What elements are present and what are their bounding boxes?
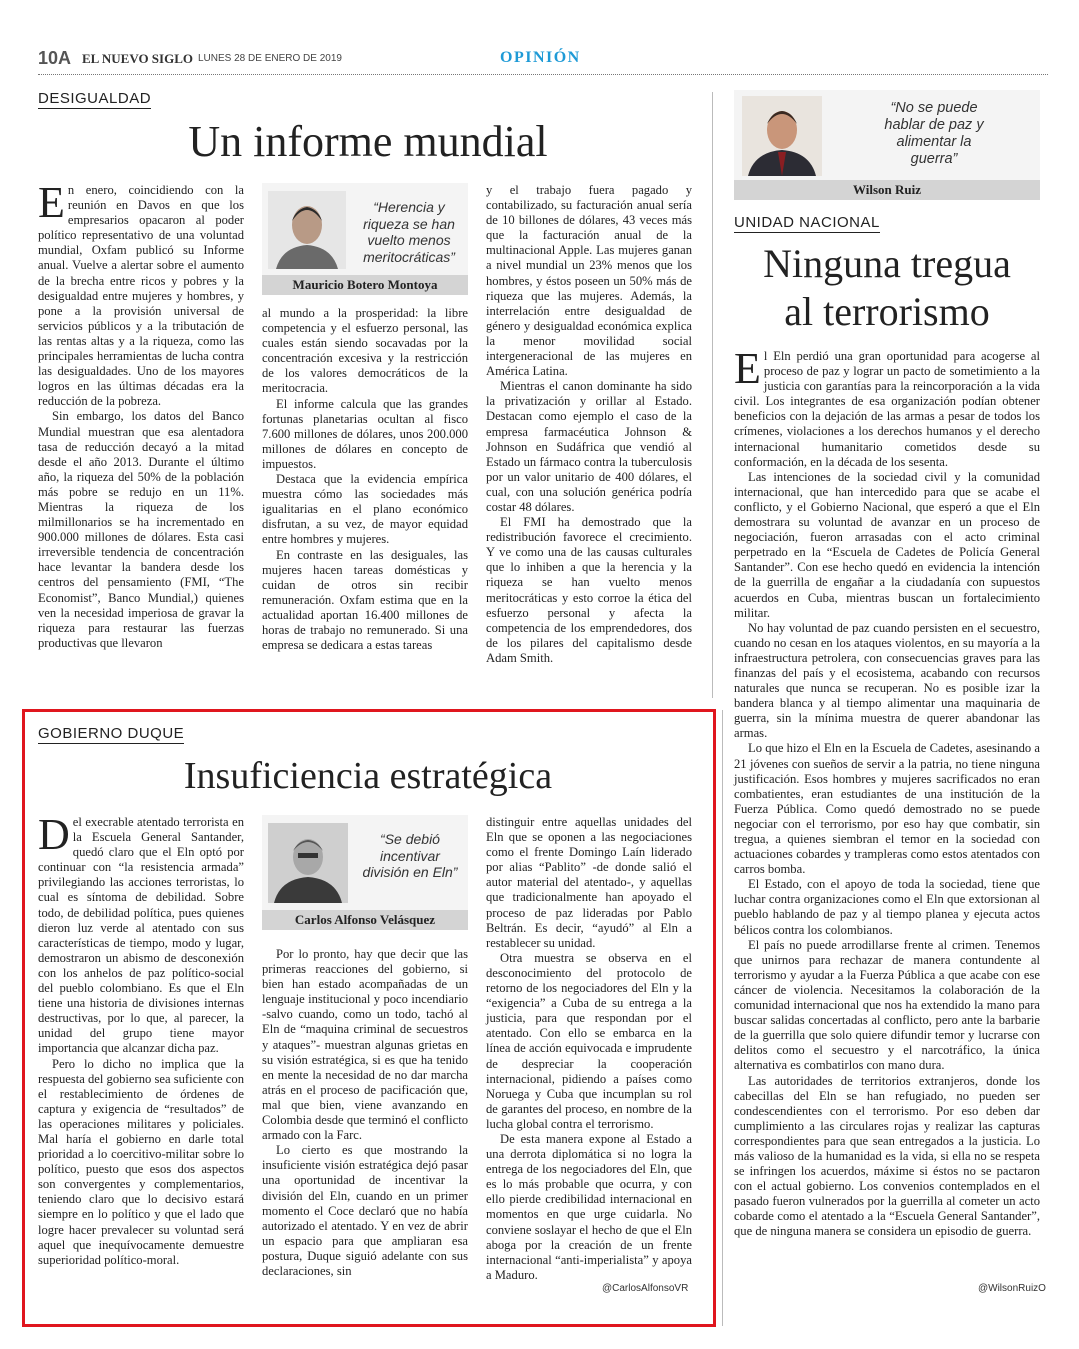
column-divider (722, 710, 723, 1326)
drop-cap: D (38, 810, 70, 859)
paragraph: n enero, coincidiendo con la reunión en Davos en que los empresarios opacaron al poder político representativo de una voluntad mundial, Oxfam publicó su Informe anual. Vuelve a alertar sobre el aumento de la brecha entre ricos y pobres y la desigualdad entre mujeres y hombres, y pone a la provisión universal de servicios públicos y a la tributación de las rentas altas y a la riqueza, como las principales herramientas de lucha contra las desigualdades. Uno de los mayores logros en las últimas décadas era la reducción de la pobreza. (38, 183, 244, 409)
paragraph: El país no puede arrodillarse frente al crimen. Tenemos que unirnos para rechazar de manera contundente al terrorismo y ayudar a la Fuerza Pública a que acabe con ese cáncer de violencia. Necesitamos la colaboración de la comunidad internacional que nos ha extendido la mano para buscar salidas concertadas al conflicto, pero ante la barbarie de la guerrilla que solo quiere difundir temor y lucrarse con delitos como el secuestro y el narcotráfico, la única alternativa es combatirlos con mano dura. (734, 937, 1040, 1073)
paragraph: y el trabajo fuera pagado y contabilizado, su facturación anual sería de 10 billones de dólares, 43 veces más que la facturación anual de la multinacional Apple. Las mujeres ganan a nivel mundial un 23% menos que los hombres, y éstos poseen un 50% más de riqueza que las mujeres. Además, la interrelación entre desigualdad de género y desigualdad económica explica la menor movilidad social intergeneracional de las mujeres en América Latina. (486, 183, 692, 379)
paragraph: Por lo pronto, hay que decir que las primeras reacciones del gobierno, si bien han estado acompañadas de un lenguaje institucional y poco incendiario -salvo cuando, como un todo, tachó al Eln de “maquina criminal de secuestros y ataques”- muestran algunas grietas en su visión estratégica, si es que ha tenido en mente la necesidad de no dar marcha atrás en el proceso de pacificación que, mal que bien, viene avanzando en Colombia desde que terminó el conflicto armado con la Farc. (262, 947, 468, 1143)
portrait-icon (268, 823, 348, 903)
section-title: OPINIÓN (500, 49, 581, 66)
article2-kicker: GOBIERNO DUQUE (38, 725, 185, 742)
article1-kicker: DESIGUALDAD (38, 90, 152, 107)
author-handle: @CarlosAlfonsoVR (602, 1283, 689, 1294)
article3-headline (734, 240, 1040, 336)
article2-column-2 (262, 947, 468, 1305)
article3-body (734, 344, 1040, 1277)
paragraph: l Eln perdió una gran oportunidad para acogerse al proceso de paz y lograr un pacto de sometimiento a la justicia con garantías para la reincorporación a la vida civil. Los integrantes de esa organización podían obtener beneficios con la dejación de las armas a pesar de todos los crímenes, violaciones a los derechos humanos y el derecho internacional humanitario cometidos desde su conformación, en la década de los sesenta. (734, 349, 1040, 469)
author-handle: @WilsonRuizO (978, 1283, 1046, 1294)
pull-quote: “Se debió incentivar división en Eln” (362, 831, 458, 881)
headline-line: Ninguna tregua (763, 241, 1011, 286)
author-card (262, 815, 468, 930)
article3-kicker: UNIDAD NACIONAL (734, 214, 880, 231)
paragraph: al mundo a la prosperidad: la libre competencia y el esfuerzo personal, las cuales están siendo socavadas por la concentración excesiva y la restricción de los valores democráticos de la meritocracia. (262, 306, 468, 396)
paragraph: Pero lo dicho no implica que la respuesta del gobierno sea suficiente con el restablecimiento de órdenes de captura y exigencia de “resultados” de las operaciones militares y policiales. Mal haría el gobierno en darle total prioridad a lo coercitivo-militar sobre lo político, puesto que esos dos aspectos son convergentes y complementarios, teniendo claro que lo decisivo estará siempre en lo político y que el lado que logre hacer prevalecer su voluntad será aquel que inequívocamente demuestre superioridad político-moral. (38, 1056, 244, 1267)
paragraph: En contraste en las desiguales, las mujeres hacen tareas domésticas y cuidan de otros sin recibir remuneración. Oxfam estima que en la actualidad aportan 16.400 millones de horas de trabajo no remunerado. Si una empresa se dedicara a estas tareas (262, 547, 468, 653)
page-number: 10A (38, 48, 72, 68)
article1-headline: Un informe mundial (188, 117, 548, 166)
paragraph: Sin embargo, los datos del Banco Mundial muestran que esa alentadora tasa de reducción decayó a la mitad desde el año 2013. Durante el último año, la riqueza del 50% de la población más pobre se redujo en un 11%. Mientras la riqueza de los milmillonarios se ha incrementado en 900.000 millones de dólares. Esta casi irreversible tendencia de concentración hace levantar la bandera desde los centros del pensamiento (FMI, “The Economist”, Banco Mundial,) quienes ven la necesidad imperiosa de gravar la riqueza para restaurar las fuerzas productivas que llevaron (38, 409, 244, 650)
newspaper-name: EL NUEVO SIGLO (82, 51, 193, 66)
paragraph: Lo cierto es que mostrando la insuficiente visión estratégica dejó pasar una oportunidad de incentivar la división del Eln, cuando en un primer momento el Coce declaró que no había autorizado el atentado. Y en vez de abrir un espacio para que ampliaran esa postura, Duque siguió adelante con sus declaraciones, sin (262, 1143, 468, 1278)
pull-quote: “No se puede hablar de paz y alimentar la guerra” (884, 100, 984, 168)
author-photo (742, 96, 822, 176)
paragraph: el execrable atentado terrorista en la Escuela General Santander, quedó claro que el Eln optó por continuar con “la resistencia armada” privilegiando las acciones terroristas, lo cual es síntoma de debilidad. Sobre todo, de debilidad política, pues quienes dieron luz verde al atentado con sus características de tiempo, modo y lugar, demostraron un abismo de desconexión con los anhelos de paz político-social del pueblo colombiano. Es que el Eln tiene una historia de divisiones internas destructivas, por lo que, al parecer, la unidad del grupo tiene mayor importancia que alcanzar dicha paz. (38, 815, 244, 1056)
article2-column-1 (38, 810, 244, 1305)
author-photo (268, 823, 348, 903)
article2-column-3 (486, 815, 692, 1280)
column-divider (712, 92, 713, 698)
portrait-icon (742, 96, 822, 176)
paragraph: El Estado, con el apoyo de toda la sociedad, tiene que luchar contra organizaciones como el Eln que extorsionan al pueblo hablando de paz y al tiempo planea y ejecuta actos bélicos contra los colombianos. (734, 877, 1040, 937)
issue-date: LUNES 28 DE ENERO DE 2019 (198, 53, 342, 64)
page-header (38, 48, 1048, 74)
paragraph: distinguir entre aquellas unidades del Eln que se oponen a las negociaciones como el frente Domingo Laín liderado por alias “Pablito” -de donde salió el autor material del atentado-, y aquellas que tradicionalmente han apoyado el proceso de paz lideradas por Pablo Beltrán. Es decir, “ayudó” al Eln a restablecer su unidad. (486, 815, 692, 950)
author-card (734, 90, 1040, 200)
article2-headline: Insuficiencia estratégica (183, 755, 553, 797)
author-card (262, 183, 468, 295)
article1-column-1 (38, 178, 244, 653)
paragraph: De esta manera expone al Estado a una derrota diplomática si no logra la entrega de los negociadores del Eln, que es lo más probable que ocurra, y con ello pierde credibilidad internacional en momentos en que urge cuidarla. No conviene soslayar el hecho de que el Eln aboga por la creación de un frente internacional “anti-imperialista” y apoya a Maduro. (486, 1131, 692, 1282)
drop-cap: E (734, 344, 761, 393)
paragraph: Las intenciones de la sociedad civil y la comunidad internacional, que han intercedido para que se acabe el conflicto, y el Gobierno Nacional, que esperó a que el Eln demostrara su voluntad de avanzar en un proceso de negociación, fueron arrasadas con el acto criminal perpetrado en la “Escuela de Cadetes de Policía General Santander”. Con ese hecho quedó en evidencia la intención de la guerrilla de engañar a la ciudadanía con supuestos acuerdos en Cuba, mientras buscan un fortalecimiento militar. (734, 469, 1040, 620)
paragraph: Otra muestra se observa en el desconocimiento del protocolo de retorno de los negociadores del Eln y la “exigencia” a Cuba de su entrega a la justicia, para que respondan por el atentado. Con ello se embarca en la línea de acción equivocada e imprudente de despreciar la cooperación internacional, pidiendo a países como Noruega y Cuba que incumplan su rol de garantes del proceso, en nombre de la lucha global contra el terrorismo. (486, 950, 692, 1131)
paragraph: El informe calcula que las grandes fortunas planetarias ocultan al fisco 7.600 millones de dólares, unos 200.000 millones de dólares en concepto de impuestos. (262, 396, 468, 471)
portrait-icon (268, 191, 346, 269)
author-name: Wilson Ruiz (734, 180, 1040, 200)
headline-line: al terrorismo (784, 289, 990, 334)
paragraph: Las autoridades de territorios extranjeros, donde los cabecillas del Eln se han refugiado, no pueden ser condescendientes con el terrorismo. Por eso deben dar cumplimiento a las circulares rojas y realizar las capturas correspondientes para que sean entregados a la justicia. Lo más valioso de la humanidad es la vida, si ella no se respeta se infringen los acuerdos, máxime si éstos no se pactaron con el actual gobierno. Los convenios contemplados en el pasado fueron vulnerados por la guerrilla al cometer un acto cobarde como el atentado a la “Escuela General Santander”, que de ninguna manera se considera un episodio de guerra. (734, 1073, 1040, 1239)
paragraph: No hay voluntad de paz cuando persisten en el secuestro, cuando no cesan en los ataques violentos, en su mayoría a la infraestructura petrolera, con consecuencias graves para las finanzas del país y el ecosistema, acabando con recursos naturales que nunca se recuperan. No es posible izar la bandera blanca y al tiempo alimentar una maquinaria de guerra, sin la mínima muestra de querer abandonar las armas. (734, 620, 1040, 741)
author-name: Mauricio Botero Montoya (262, 275, 468, 295)
paragraph: El FMI ha demostrado que la redistribución favorece el crecimiento. Y ve como una de las causas culturales que lo inhiben a que la herencia y la riqueza se han vuelto menos meritocráticas y esto corroe la ética del esfuerzo personal y afecta la competencia de los emprendedores, dos de los pilares del capitalismo desde Adam Smith. (486, 515, 692, 665)
paragraph: Destaca que la evidencia empírica muestra cómo las sociedades más igualitarias en el plano económico disfrutan, a su vez, de mayor equidad entre hombres y mujeres. (262, 472, 468, 547)
paragraph: Mientras el canon dominante ha sido la privatización y orillar al Estado. Destacan como ejemplo el caso de la empresa farmacéutica Johnson & Johnson en Sudáfrica que vendió al Estado un fármaco contra la tuberculosis por un valor unitario de 400 dólares, el cual, con una solución genérica podría costar 48 dólares. (486, 379, 692, 514)
article1-column-2 (262, 306, 468, 653)
pull-quote: “Herencia y riqueza se han vuelto menos meritocráticas” (363, 199, 455, 265)
header-divider (38, 74, 1048, 75)
author-photo (268, 191, 346, 269)
article1-column-3 (486, 183, 692, 665)
paragraph: Lo que hizo el Eln en la Escuela de Cadetes, asesinando a 21 jóvenes con sueños de servir a la patria, no tiene ninguna justificación. Esos hombres y mujeres sacrificados no eran combatientes, eran estudiantes de una institución de la Fuerza Pública. Como quedó demostrado no se puede negociar con el terrorismo, por eso hay que combatir, sin tregua, a quienes siembran el temor en la sociedad con actuaciones cobardes y trampleras como estos atentados con carros bomba. (734, 741, 1040, 877)
drop-cap: E (38, 178, 65, 227)
author-name: Carlos Alfonso Velásquez (262, 910, 468, 930)
